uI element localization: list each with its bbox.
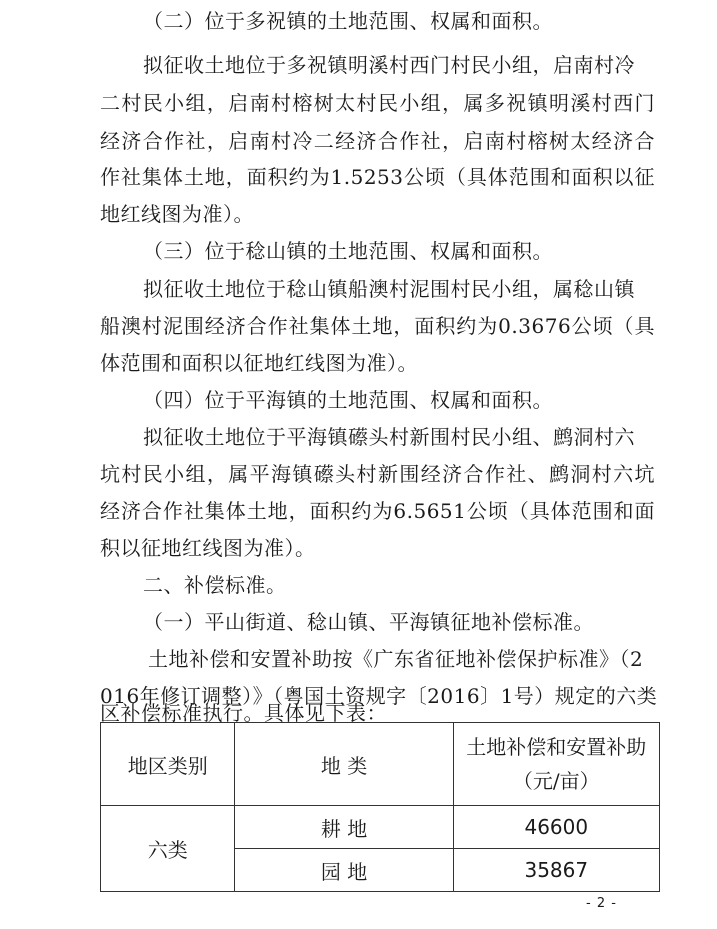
table-row: [101, 806, 660, 849]
paragraph-line: 土地补偿和安置补助按《广东省征地补偿保护标准》（2: [148, 647, 644, 671]
header-compensation-line1: 土地补偿和安置补助: [466, 735, 647, 759]
amount-cell: 46600: [453, 806, 659, 849]
paragraph-line: 船澳村泥围经济合作社集体土地，面积约为0.3676公顷（具: [100, 314, 655, 338]
paragraph-line: 坑村民小组，属平海镇礤头村新围经济合作社、鹧洞村六坑: [100, 462, 655, 486]
header-land-type: 地 类: [235, 723, 453, 806]
header-region: 地区类别: [101, 723, 235, 806]
paragraph-line: 作社集体土地，面积约为1.5253公顷（具体范围和面积以征: [100, 165, 655, 189]
paragraph-line: 拟征收土地位于稔山镇船澳村泥围村民小组，属稔山镇: [143, 277, 635, 301]
paragraph-line: 体范围和面积以征地红线图为准）。: [100, 351, 418, 375]
land-type-cell: 园 地: [235, 849, 453, 892]
compensation-table: [100, 722, 660, 892]
paragraph-line: 016年修订调整）》（粤国土资规字〔2016〕1号）规定的六类: [100, 684, 658, 708]
section-duzhu-heading: （二）位于多祝镇的土地范围、权属和面积。: [143, 9, 553, 33]
header-compensation: [453, 723, 659, 806]
paragraph-line: 二村民小组，启南村榕树太村民小组，属多祝镇明溪村西门: [100, 91, 655, 115]
region-value: 六类: [101, 806, 235, 892]
land-type-cell: 耕 地: [235, 806, 453, 849]
paragraph-line: 拟征收土地位于多祝镇明溪村西门村民小组，启南村冷: [143, 53, 635, 77]
section-compensation-subheading: （一）平山街道、稔山镇、平海镇征地补偿标准。: [143, 610, 594, 634]
paragraph-line: 地红线图为准）。: [100, 202, 254, 226]
paragraph-line: 拟征收土地位于平海镇礤头村新围村民小组、鹧洞村六: [143, 425, 635, 449]
paragraph-line: 经济合作社集体土地，面积约为6.5651公顷（具体范围和面: [100, 499, 655, 523]
page-number: - 2 -: [586, 896, 617, 911]
header-compensation-line2: （元/亩）: [512, 769, 600, 793]
section-jishan-heading: （三）位于稔山镇的土地范围、权属和面积。: [143, 239, 553, 263]
amount-cell: 35867: [453, 849, 659, 892]
section-compensation-heading: 二、补偿标准。: [143, 573, 287, 597]
section-pinghai-heading: （四）位于平海镇的土地范围、权属和面积。: [143, 388, 553, 412]
paragraph-line-final: 区补偿标准执行。具体见下表：: [100, 701, 387, 725]
paragraph-line: 经济合作社，启南村冷二经济合作社，启南村榕树太经济合: [100, 129, 655, 153]
table-header-row: [101, 723, 660, 806]
paragraph-line: 积以征地红线图为准）。: [100, 536, 316, 560]
